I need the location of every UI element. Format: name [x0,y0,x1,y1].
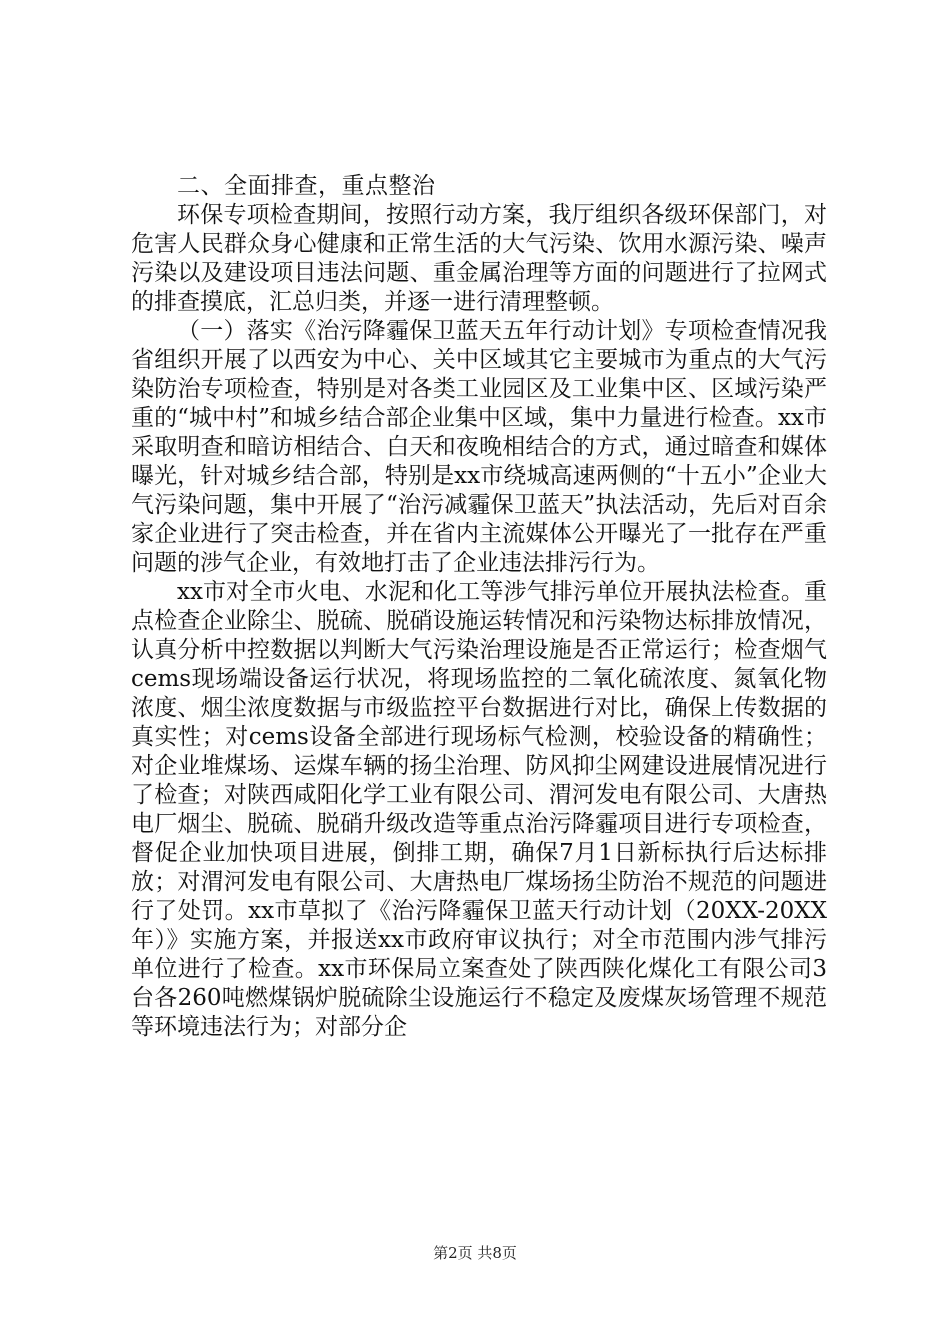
paragraph-intro: 环保专项检查期间，按照行动方案，我厅组织各级环保部门，对危害人民群众身心健康和正常生活的大气污染、饮用水源污染、噪声污染以及建设项目违法问题、重金属治理等方面的问题进行了拉网式的排查摸底，汇总归类，并逐一进行清理整顿。 [131,202,827,315]
section-heading: 二、全面排查，重点整治 [177,173,436,199]
document-body [131,172,827,1042]
paragraph-city-enforcement: xx市对全市火电、水泥和化工等涉气排污单位开展执法检查。重点检查企业除尘、脱硫、脱硝设施运转情况和污染物达标排放情况，认真分析中控数据以判断大气污染治理设施是否正常运行；检查烟气cems现场端设备运行状况，将现场监控的二氧化硫浓度、氮氧化物浓度、烟尘浓度数据与市级监控平台数据进行对比，确保上传数据的真实性；对cems设备全部进行现场标气检测，校验设备的精确性；对企业堆煤场、运煤车辆的扬尘治理、防风抑尘网建设进展情况进行了检查；对陕西咸阳化学工业有限公司、渭河发电有限公司、大唐热电厂烟尘、脱硫、脱硝升级改造等重点治污降霾项目进行专项检查，督促企业加快项目进展，倒排工期，确保7月1日新标执行后达标排放；对渭河发电有限公司、大唐热电厂煤场扬尘防治不规范的问题进行了处罚。xx市草拟了《治污降霾保卫蓝天行动计划（20XX-20XX年）》实施方案，并报送xx市政府审议执行；对全市范围内涉气排污单位进行了检查。xx市环保局立案查处了陕西陕化煤化工有限公司3台各260吨燃煤锅炉脱硫除尘设施运行不稳定及废煤灰场管理不规范等环境违法行为；对部分企 [131,579,827,1040]
paragraph-air-pollution-inspection: （一）落实《治污降霾保卫蓝天五年行动计划》专项检查情况我省组织开展了以西安为中心、关中区域其它主要城市为重点的大气污染防治专项检查，特别是对各类工业园区及工业集中区、区域污染严重的“城中村”和城乡结合部企业集中区域，集中力量进行检查。xx市采取明查和暗访相结合、白天和夜晚相结合的方式，通过暗查和媒体曝光，针对城乡结合部，特别是xx市绕城高速两侧的“十五小”企业大气污染问题，集中开展了“治污减霾保卫蓝天”执法活动，先后对百余家企业进行了突击检查，并在省内主流媒体公开曝光了一批存在严重问题的涉气企业，有效地打击了企业违法排污行为。 [131,318,827,576]
page-footer: 第2页 共8页 [433,1244,517,1262]
